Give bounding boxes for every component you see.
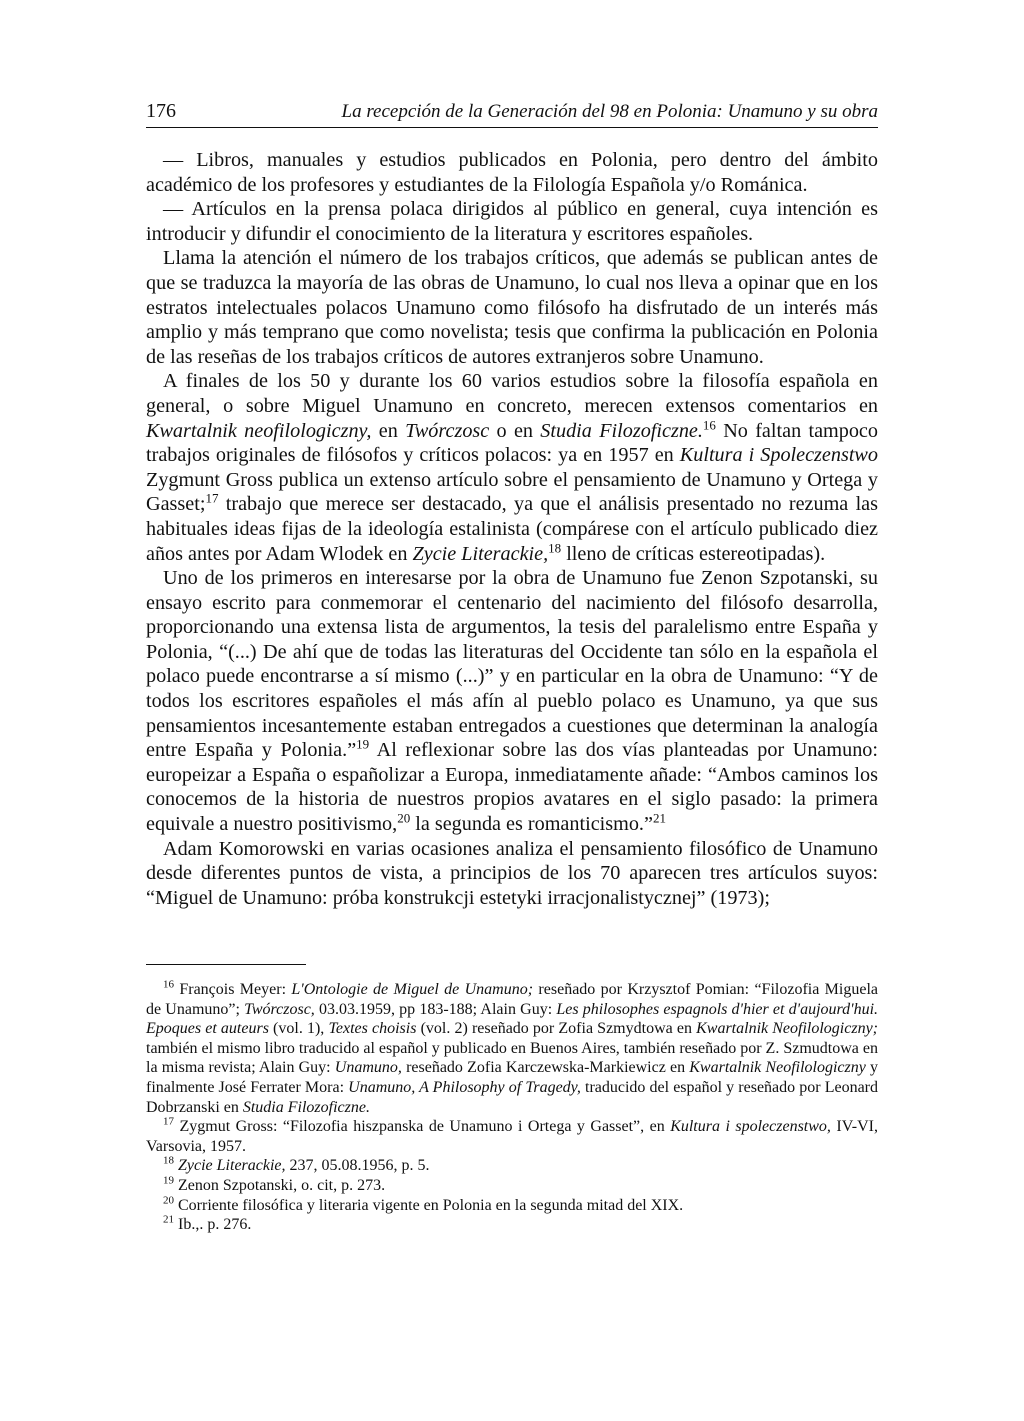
footnote-19: $^{19}$ Zenon Szpotanski, o. cit, p. 273. xyxy=(163,1174,386,1194)
footnote-20: $^{20}$ Corriente filosófica y literaria vigente en Polonia en la segunda mitad del XIX. xyxy=(163,1194,684,1214)
paragraph-4: A finales de los 50 y durante los 60 varios estudios sobre la filosofía española en general, o sobre Miguel Unamuno en concreto, merecen extensos comentarios en Kwartalnik neofilologiczny, en Twórczosc o en Studia Filozoficzne.$^{16}$ No faltan tampoco trabajos originales de filósofos y críticos polacos: ya en 1957 en Kultura i Spoleczenstwo Zygmunt Gross publica un extenso artículo sobre el pensamiento de Unamuno y Ortega y Gasset;$^{17}$ trabajo que merece ser destacado, ya que el análisis presentado no rezuma las habituales ideas fijas de la ideología estalinista (compárese con el artículo publicado diez años antes por Adam Wlodek en Zycie Literackie,$^{18}$ lleno de críticas estereotipadas). xyxy=(146,370,878,565)
footnote-number: 21 xyxy=(163,1213,174,1226)
paragraph-1: — Libros, manuales y estudios publicados en Polonia, pero dentro del ámbito académico de los profesores y estudiantes de la Filología Española y/o Románica. xyxy=(146,149,878,196)
paragraph-2: — Artículos en la prensa polaca dirigidos al público en general, cuya intención es introducir y difundir el conocimiento de la literatura y escritores españoles. xyxy=(146,198,878,245)
running-header xyxy=(146,100,878,128)
body-text xyxy=(146,148,878,910)
footnote-ref[interactable]: 17 xyxy=(205,490,219,506)
footnote-divider xyxy=(146,964,306,965)
running-title: La recepción de la Generación del 98 en Polonia: Unamuno y su obra xyxy=(341,101,878,122)
paragraph-5: Uno de los primeros en interesarse por la obra de Unamuno fue Zenon Szpotanski, su ensayo escrito para conmemorar el centenario del nacimiento del filósofo desarrolla, proporcionando una extensa lista de argumentos, la tesis del paralelismo entre España y Polonia, “(...) De ahí que de todas las literaturas del Occidente tan sólo en la española el polaco puede encontrarse a sí mismo (...)” y en particular en la obra de Unamuno: “Y de todos los escritores españoles el más afín al pueblo polaco es Unamuno, ya que sus pensamientos incesantemente estaban entregados a cuestiones que determinan la analogía entre España y Polonia.”$^{19}$ Al reflexionar sobre las dos vías planteadas por Unamuno: europeizar a España o españolizar a Europa, inmediatamente añade: “Ambos caminos los conocemos de la historia de nuestros propios avatares en el siglo pasado: la primera equivale a nuestro positivismo,$^{20}$ la segunda es romanticismo.”$^{21}$ xyxy=(146,567,878,836)
journal-title: Kwartalnik neofilologiczny, xyxy=(146,419,372,442)
footnote-16: $^{16}$ François Meyer: L'Ontologie de Miguel de Unamuno; reseñado por Krzysztof Pomian: “Filozofia Miguela de Unamuno”; Twórczosc, 03.03.1959, pp 183-188; Alain Guy: Les philosophes espagnols d'hier et d'aujourd'hui. Epoques et auteurs (vol. 1), Textes choisis (vol. 2) reseñado por Zofia Szmydtowa en Kwartalnik Neofilologiczny; también el mismo libro traducido al español y publicado en Buenos Aires, también reseñado por Z. Szmudtowa en la misma revista; Alain Guy: Unamuno, reseñado Zofia Karczewska-Markiewicz en Kwartalnik Neofilologiczny y finalmente José Ferrater Mora: Unamuno, A Philosophy of Tragedy, traducido del español y reseñado por Leonard Dobrzanski en Studia Filozoficzne. xyxy=(146,978,879,1116)
footnote-ref[interactable]: 16 xyxy=(702,416,716,432)
footnote-ref[interactable]: 21 xyxy=(652,810,666,826)
paragraph-3: Llama la atención el número de los trabajos críticos, que además se publican antes de que se traduzca la mayoría de las obras de Unamuno, lo cual nos lleva a opinar que en los estratos intelectuales polacos Unamuno como filósofo ha disfrutado de un interés más amplio y más temprano que como novelista; tesis que confirma la publicación en Polonia de las reseñas de los trabajos críticos de autores extranjeros sobre Unamuno. xyxy=(146,247,878,368)
journal-title: Studia Filozoficzne. xyxy=(540,419,703,442)
footnote-number: 19 xyxy=(163,1174,174,1187)
journal-title: Zycie Literackie, xyxy=(412,542,549,565)
footnote-ref[interactable]: 18 xyxy=(548,539,562,555)
journal-title: Kultura i Spoleczenstwo xyxy=(679,444,878,467)
page-number: 176 xyxy=(146,100,176,122)
footnotes xyxy=(146,980,878,1235)
footnote-number: 17 xyxy=(163,1115,174,1128)
footnote-number: 20 xyxy=(163,1194,174,1207)
footnote-18: $^{18}$ Zycie Literackie, 237, 05.08.1956, p. 5. xyxy=(163,1155,430,1175)
footnote-number: 18 xyxy=(163,1155,174,1168)
footnote-ref[interactable]: 20 xyxy=(397,810,411,826)
footnote-17: $^{17}$ Zygmut Gross: “Filozofia hiszpanska de Unamuno i Ortega y Gasset”, en Kultura i spoleczenstwo, IV-VI, Varsovia, 1957. xyxy=(146,1115,878,1155)
journal-title: Twórczosc xyxy=(405,419,490,442)
paragraph-6: Adam Komorowski en varias ocasiones analiza el pensamiento filosófico de Unamuno desde diferentes puntos de vista, a principios de los 70 aparecen tres artículos suyos: “Miguel de Unamuno: próba konstrukcji estetyki irracjonalistycznej” (1973); xyxy=(146,837,878,909)
footnote-ref[interactable]: 19 xyxy=(356,736,370,752)
footnote-number: 16 xyxy=(163,978,174,991)
footnote-21: $^{21}$ Ib.,. p. 276. xyxy=(163,1213,252,1234)
